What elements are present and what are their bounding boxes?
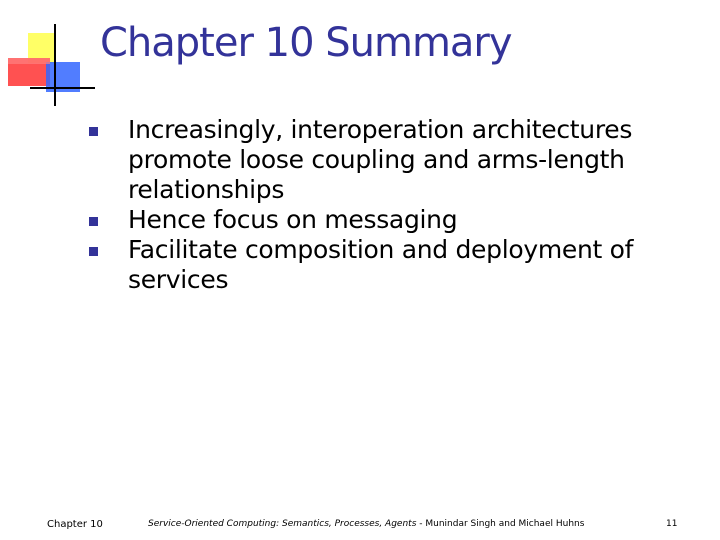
square-bullet-icon (89, 247, 98, 256)
footer-page-number: 11 (666, 519, 678, 529)
footer-authors: - Munindar Singh and Michael Huhns (416, 519, 585, 529)
page-title: Chapter 10 Summary (100, 20, 512, 66)
list-item (86, 115, 686, 205)
corner-squares-decoration-icon (0, 0, 110, 110)
square-bullet-icon (89, 217, 98, 226)
bullet-text: Facilitate composition and deployment of services (128, 235, 634, 294)
list-item (86, 235, 686, 295)
bullet-text: Increasingly, interoperation architectures promote loose coupling and arms-length relationships (128, 115, 633, 204)
footer-book-title: Service-Oriented Computing: Semantics, Processes, Agents (148, 519, 417, 529)
bullet-text: Hence focus on messaging (128, 205, 458, 234)
footer-citation (148, 519, 584, 529)
bullet-list (86, 115, 686, 295)
square-bullet-icon (89, 127, 98, 136)
footer-chapter: Chapter 10 (47, 519, 103, 530)
list-item (86, 205, 686, 235)
